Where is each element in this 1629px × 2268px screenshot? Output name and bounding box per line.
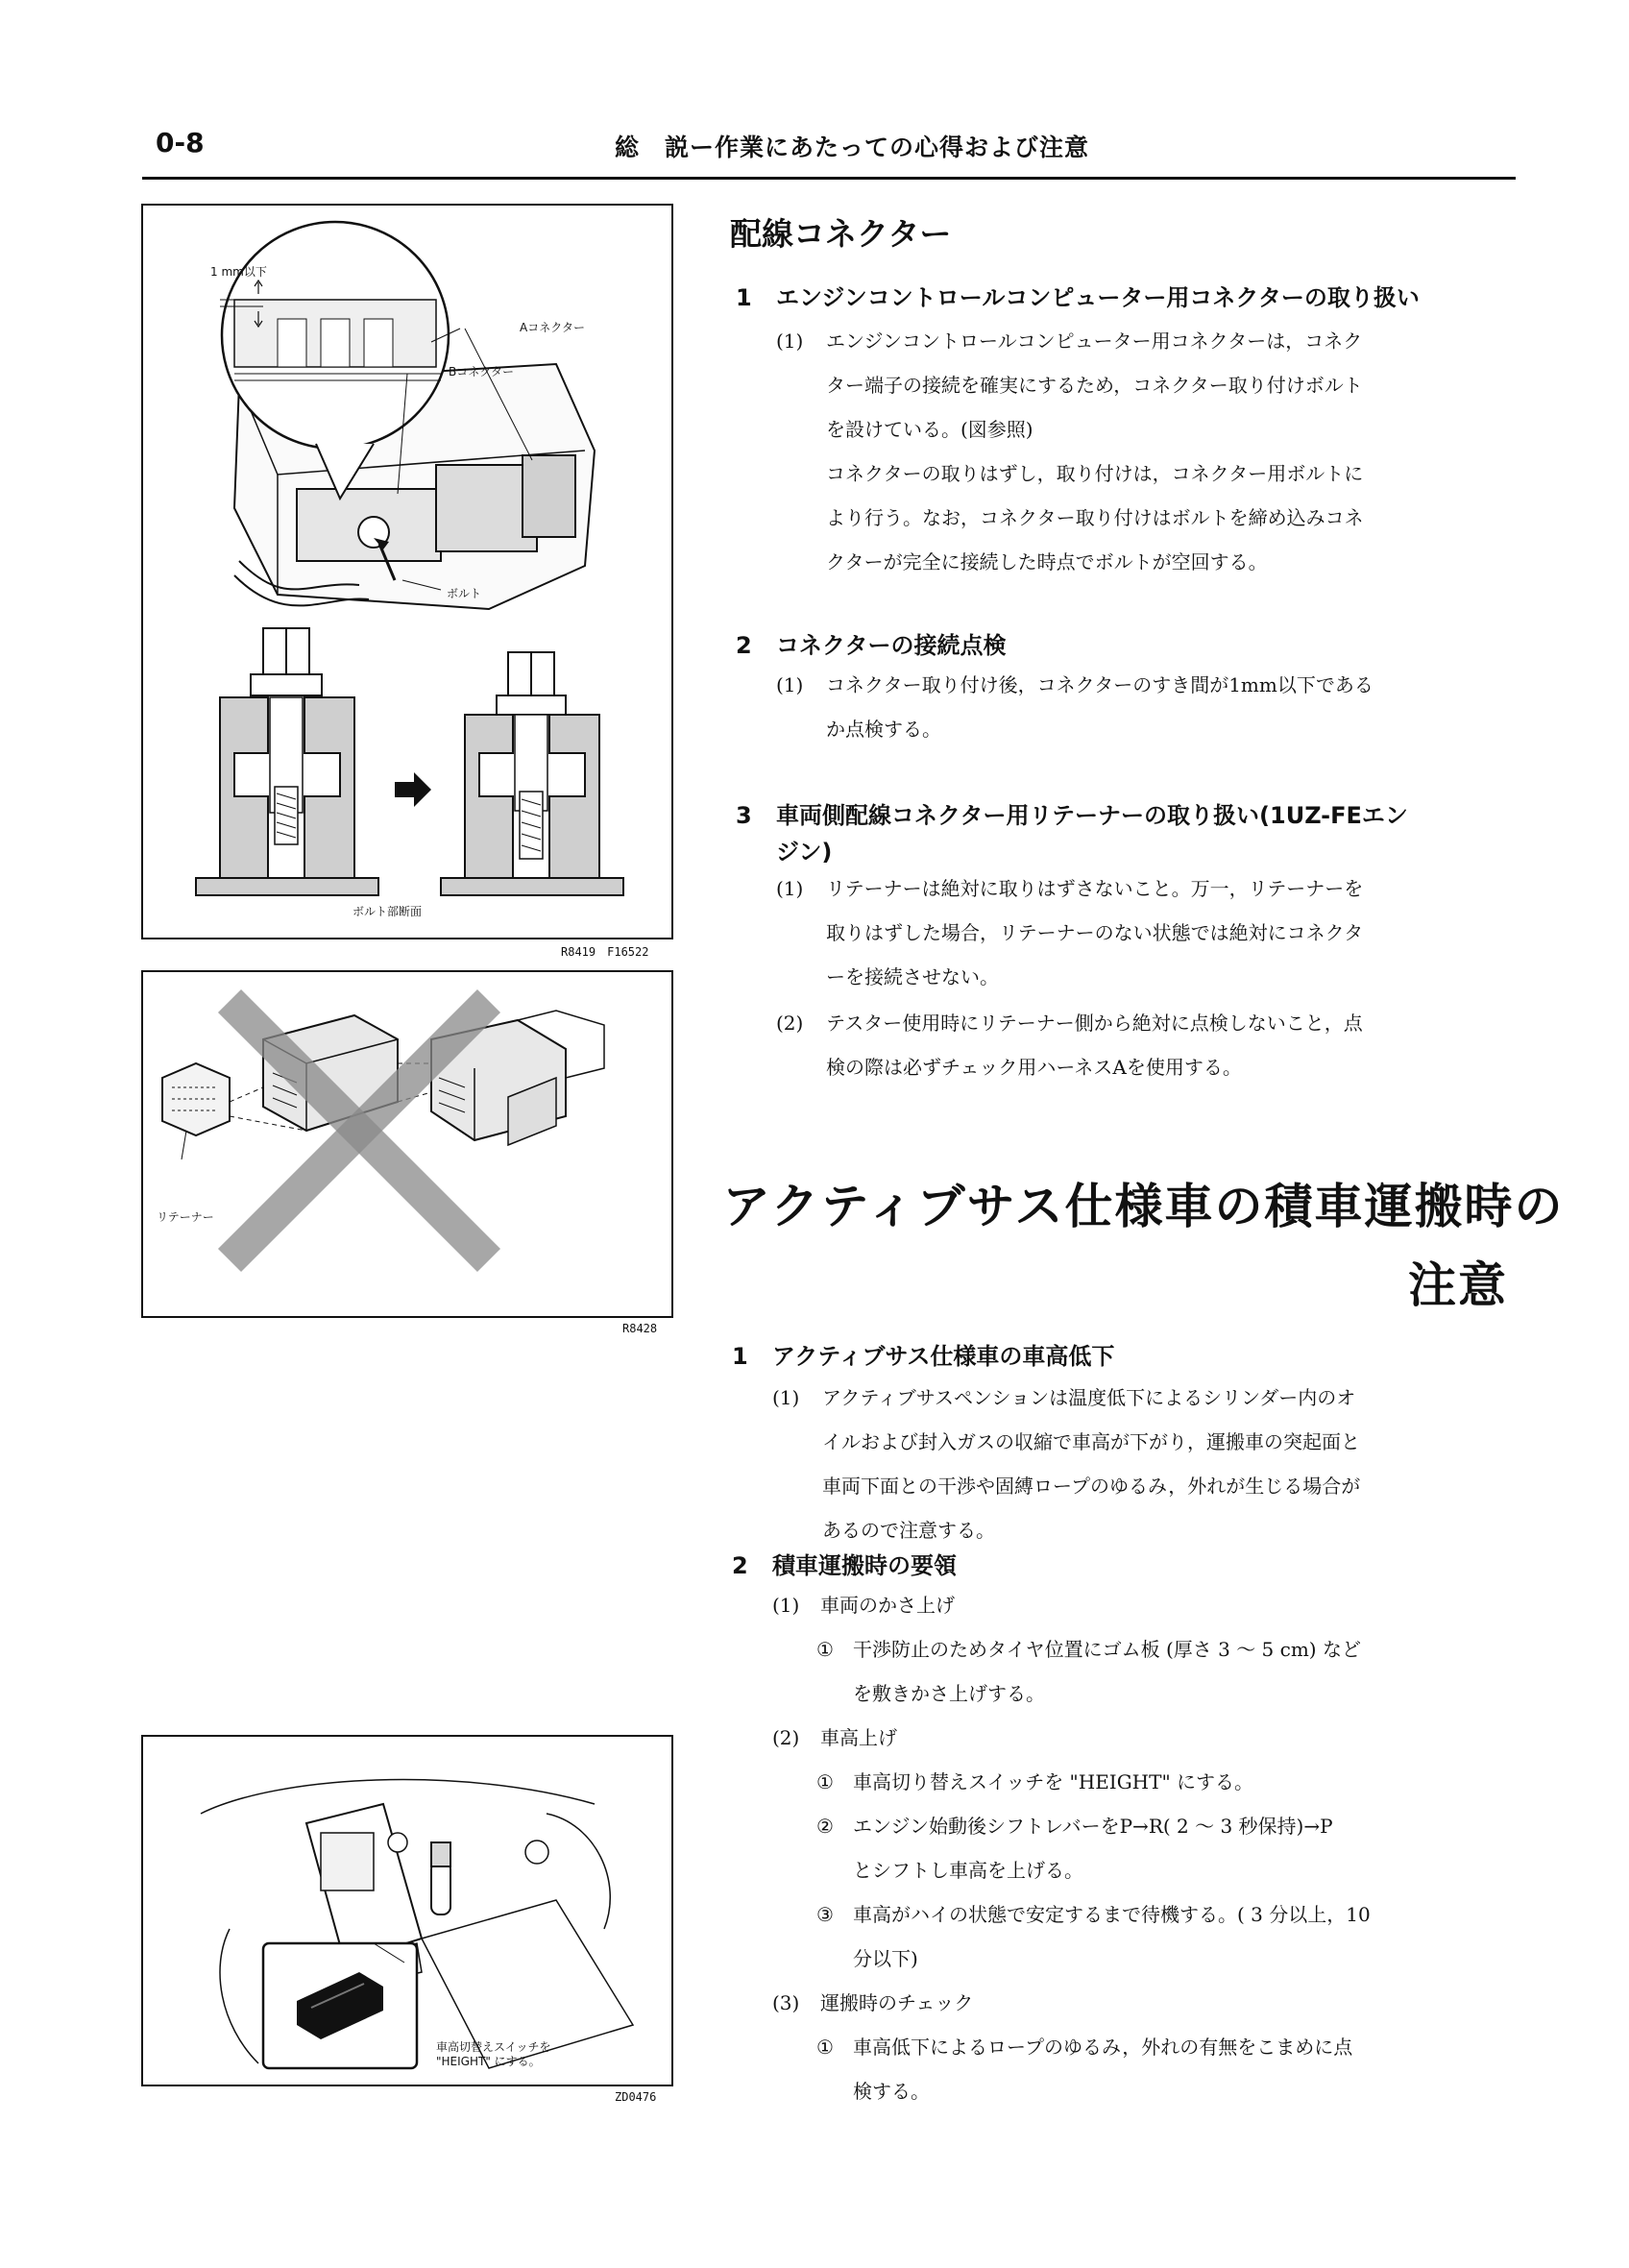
- figure2-ref: R8428: [622, 1322, 658, 1335]
- a-connector-label: Aコネクター: [520, 321, 585, 334]
- sub-title: 運搬時のチェック: [820, 1991, 974, 2014]
- s2-item-2-sub-2: [772, 1716, 1516, 1760]
- item-2-sub-1: [776, 663, 1516, 751]
- s2-step-2-2: [816, 1804, 1516, 1892]
- bolt-section-after: [441, 652, 623, 895]
- item-title-cont: ジン): [776, 839, 833, 866]
- step-mark: ①: [816, 1638, 834, 1661]
- b-connector-label: Bコネクター: [449, 365, 514, 378]
- height-switch-caption-line1: 車高切替えスイッチを: [436, 2040, 551, 2054]
- text-line: ター端子の接続を確実にするため，コネクター取り付けボルト: [826, 374, 1363, 397]
- sub-number: (1): [776, 329, 804, 353]
- text-line: か点検する。: [826, 718, 941, 741]
- text-line: コネクター取り付け後，コネクターのすき間が1mm以下である: [826, 673, 1374, 696]
- connector-figure: [141, 204, 673, 939]
- sub-number: (3): [772, 1991, 800, 2014]
- s2-item-2-sub-1: [772, 1583, 1516, 1627]
- page-number: 0-8: [156, 127, 205, 159]
- item-number: 2: [736, 632, 752, 659]
- text-line: ーを接続させない。: [826, 965, 999, 988]
- item-title: コネクターの接続点検: [776, 632, 1007, 659]
- item-number: 1: [736, 284, 752, 311]
- text-line: 分以下): [853, 1947, 918, 1970]
- item-title: アクティブサス仕様車の車高低下: [772, 1343, 1115, 1370]
- section-title-active-suspension: アクティブサス仕様車の積車運搬時の: [722, 1179, 1565, 1234]
- text-line: 車高低下によるロープのゆるみ，外れの有無をこまめに点: [853, 2036, 1353, 2059]
- item-3-sub-2: [776, 1001, 1516, 1089]
- text-line: コネクターの取りはずし，取り付けは，コネクター用ボルトに: [826, 462, 1364, 485]
- item-title: 車両側配線コネクター用リテーナーの取り扱い(1UZ-FEエン: [776, 802, 1408, 829]
- s2-step-1-1: [816, 1627, 1516, 1716]
- item-2-heading: [736, 626, 1007, 660]
- section-title-wiring-connector: 配線コネクター: [730, 215, 952, 253]
- sub-number: (1): [776, 877, 804, 900]
- text-line: テスター使用時にリテーナー側から絶対に点検しないこと，点: [826, 1012, 1363, 1035]
- step-mark: ①: [816, 2036, 834, 2059]
- text-line: あるので注意する。: [822, 1519, 995, 1542]
- header-rule: [142, 177, 1516, 180]
- item-3-sub-1: [776, 866, 1516, 999]
- text-line: エンジン始動後シフトレバーをP→R( 2 ～ 3 秒保持)→P: [853, 1815, 1333, 1838]
- text-line: 取りはずした場合，リテーナーのない状態では絶対にコネクタ: [826, 921, 1364, 944]
- item-title: エンジンコントロールコンピューター用コネクターの取り扱い: [776, 284, 1420, 311]
- sub-number: (1): [772, 1594, 800, 1617]
- text-line: リテーナーは絶対に取りはずさないこと。万一，リテーナーを: [826, 877, 1364, 900]
- sub-title: 車高上げ: [820, 1726, 897, 1749]
- height-switch-caption-line2: "HEIGHT" にする。: [436, 2055, 541, 2068]
- step-mark: ②: [816, 1815, 834, 1838]
- step-mark: ①: [816, 1770, 834, 1793]
- item-number: 1: [732, 1343, 748, 1370]
- text-line: を敷きかさ上げする。: [853, 1682, 1045, 1705]
- text-line: アクティブサスペンションは温度低下によるシリンダー内のオ: [822, 1386, 1356, 1409]
- connector-illustration: [143, 206, 671, 938]
- text-line: 車高がハイの状態で安定するまで待機する。( 3 分以上，10: [853, 1903, 1371, 1926]
- bolt-section-label: ボルト部断面: [353, 905, 423, 918]
- text-line: 車両下面との干渉や固縛ロープのゆるみ，外れが生じる場合が: [822, 1475, 1361, 1498]
- retainer-label: リテーナー: [157, 1210, 214, 1224]
- item-1-heading: [736, 279, 1420, 312]
- bolt-label: ボルト: [447, 587, 482, 600]
- item-title: 積車運搬時の要領: [772, 1552, 957, 1579]
- text-line: 干渉防止のためタイヤ位置にゴム板 (厚さ 3 ～ 5 cm) など: [853, 1638, 1361, 1661]
- text-line: 車高切り替えスイッチを "HEIGHT" にする。: [853, 1770, 1254, 1793]
- text-line: イルおよび封入ガスの収縮で車高が下がり，運搬車の突起面と: [822, 1430, 1360, 1453]
- sub-number: (1): [776, 673, 804, 696]
- text-line: を設けている。(図参照): [826, 418, 1033, 441]
- item-1-sub-1: [776, 319, 1516, 584]
- text-line: 検する。: [853, 2080, 930, 2103]
- figure3-ref: ZD0476: [615, 2090, 657, 2104]
- height-switch-figure: [141, 1735, 673, 2086]
- s2-item-2-sub-3: [772, 1981, 1516, 2025]
- sub-number: (2): [772, 1726, 800, 1749]
- text-line: 検の際は必ずチェック用ハーネスAを使用する。: [826, 1056, 1242, 1079]
- s2-step-3-1: [816, 2025, 1516, 2113]
- arrow-right-icon: [395, 772, 431, 807]
- s2-item-2-heading: [732, 1547, 957, 1580]
- sub-number: (1): [772, 1386, 800, 1409]
- text-line: エンジンコントロールコンピューター用コネクターは，コネク: [826, 329, 1363, 353]
- chapter-title: 総 説ー作業にあたっての心得および注意: [615, 134, 1090, 161]
- height-switch-caption: [436, 2040, 551, 2069]
- sub-number: (2): [776, 1012, 804, 1035]
- s2-item-1-heading: [732, 1337, 1114, 1371]
- s2-item-1-sub-1: [772, 1376, 1516, 1552]
- retainer-illustration: [143, 972, 671, 1316]
- figure1-ref: R8419 F16522: [561, 945, 649, 959]
- item-3-heading: [736, 797, 1408, 870]
- text-line: より行う。なお，コネクター取り付けはボルトを締め込みコネ: [826, 506, 1364, 529]
- step-mark: ③: [816, 1903, 834, 1926]
- gap-label: 1 mm以下: [210, 265, 267, 279]
- item-number: 2: [732, 1552, 748, 1579]
- item-number: 3: [736, 802, 752, 829]
- s2-step-2-3: [816, 1892, 1516, 1981]
- console-illustration: [143, 1737, 671, 2085]
- section-title-caution: 注意: [1408, 1257, 1508, 1313]
- text-line: クターが完全に接続した時点でボルトが空回する。: [826, 550, 1268, 573]
- s2-step-2-1: [816, 1760, 1516, 1804]
- bolt-section-before: [196, 628, 378, 895]
- sub-title: 車両のかさ上げ: [820, 1594, 955, 1617]
- text-line: とシフトし車高を上げる。: [853, 1859, 1083, 1882]
- retainer-figure: [141, 970, 673, 1318]
